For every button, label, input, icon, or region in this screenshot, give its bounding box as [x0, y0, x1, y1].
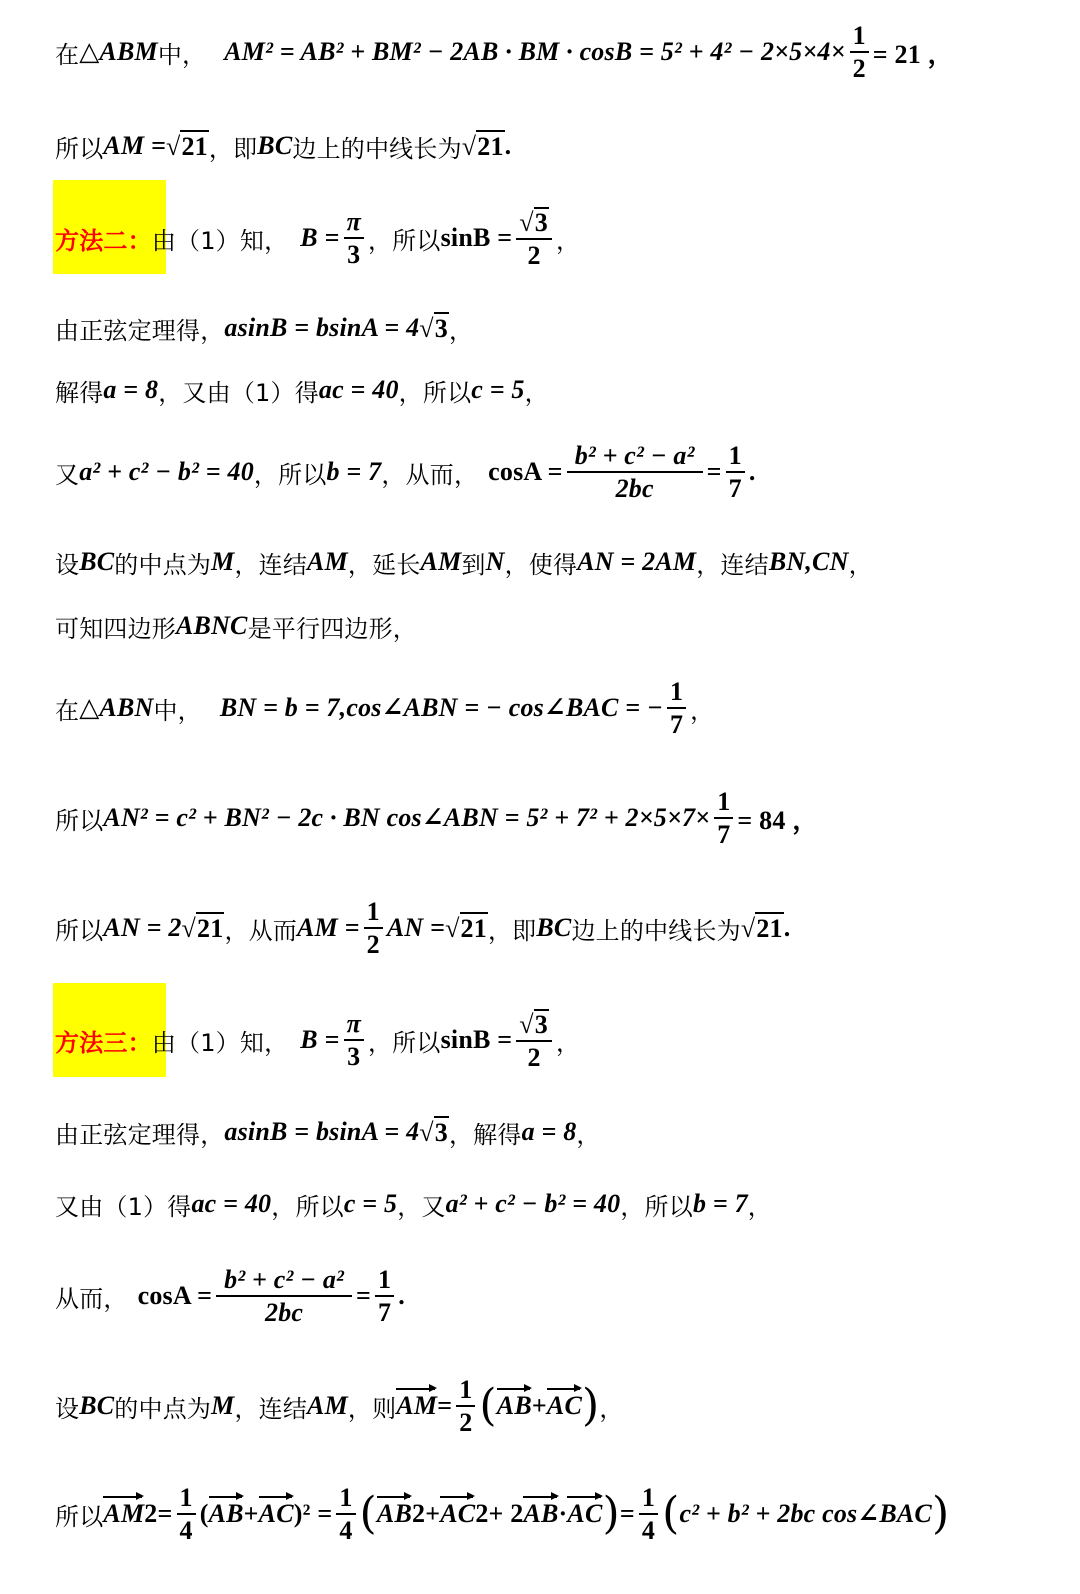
equation: b = 7: [326, 457, 382, 486]
punct: ，: [690, 696, 715, 725]
radicand: 3: [534, 1009, 548, 1039]
text: ，连结: [696, 550, 769, 579]
math: M: [211, 1391, 235, 1420]
line-am-sqrt21: [55, 116, 511, 176]
equation: cosA =: [488, 457, 563, 486]
denominator: 2: [459, 1408, 473, 1437]
text: 由正弦定理得，: [55, 316, 225, 345]
equation: AM² = AB² + BM² − 2AB · BM · cosB = 5² + 4² − 2×5×4×: [224, 37, 846, 66]
text: 中，: [153, 696, 202, 725]
line-vector-am-squared: [55, 1484, 949, 1544]
paren: ): [582, 1380, 600, 1431]
text: ，从而，: [381, 460, 479, 489]
punct: ，: [448, 316, 474, 345]
math: ABM: [99, 37, 158, 66]
vector-ac: AC: [440, 1499, 476, 1528]
text: ，连结: [234, 550, 308, 579]
punct: ，: [576, 1120, 601, 1149]
numerator: 1: [364, 898, 383, 929]
text: 中，: [157, 40, 207, 69]
punct: ，: [848, 550, 873, 579]
equation: ac = 40: [318, 375, 399, 404]
math: AM: [307, 547, 348, 576]
line-cos-a: [55, 442, 756, 502]
denominator: 7: [378, 1298, 392, 1327]
text: 所以: [55, 806, 104, 835]
equation: sinB =: [440, 1025, 513, 1054]
text: 在: [55, 696, 80, 725]
text: ，所以: [367, 226, 441, 255]
text: 可知四边形: [55, 614, 176, 643]
plus: + 2: [488, 1499, 524, 1528]
paren: (: [662, 1488, 680, 1539]
vector-ab: AB: [496, 1391, 532, 1420]
text: ，又: [397, 1192, 446, 1221]
radicand: 3: [434, 314, 448, 343]
numerator: 1: [375, 1266, 394, 1297]
text: 又: [55, 460, 80, 489]
text: ，所以: [398, 378, 472, 407]
text: 所以: [55, 916, 104, 945]
denominator: 4: [641, 1516, 656, 1545]
text: 所以: [55, 1502, 104, 1531]
text: ，延长: [347, 550, 421, 579]
text: ，解得: [448, 1120, 522, 1149]
fraction: √ 3 2: [516, 1009, 552, 1072]
fraction: [177, 1484, 196, 1545]
equation: B =: [300, 1025, 340, 1054]
text: 所以: [55, 134, 104, 163]
equation: AN = 2AM: [577, 547, 697, 576]
math: BC: [79, 1391, 115, 1420]
equals: =: [706, 457, 722, 486]
numerator: 1: [726, 442, 745, 473]
math: BN,CN: [768, 547, 849, 576]
fraction: [344, 208, 364, 269]
exponent: 2: [412, 1499, 426, 1528]
exponent: 2: [144, 1499, 158, 1528]
punct: ，: [555, 1028, 581, 1057]
numerator: 1: [456, 1376, 475, 1407]
punct: ，: [524, 378, 549, 407]
numerator: π: [344, 1010, 364, 1041]
text: ，所以: [367, 1028, 441, 1057]
denominator: 4: [339, 1516, 353, 1545]
text: 由（1）知，: [151, 1028, 289, 1057]
denominator: 7: [669, 710, 684, 739]
text: ，所以: [271, 1192, 344, 1221]
exponent: 2: [475, 1499, 489, 1528]
line-sine-law: [55, 298, 473, 358]
denominator: 7: [728, 474, 742, 503]
fraction: √ 3 2: [516, 207, 552, 270]
fraction: [216, 1266, 352, 1327]
vector-ac: AC: [546, 1391, 582, 1420]
radicand: 3: [434, 1118, 448, 1147]
radicand: 21: [460, 914, 487, 943]
radicand: 21: [756, 914, 783, 943]
denominator: 2: [852, 54, 866, 83]
math: ABN: [99, 693, 154, 722]
equals: =: [619, 1499, 635, 1528]
denominator: 3: [347, 240, 361, 269]
punct: .: [748, 457, 756, 486]
equation: asinB = bsinA = 4: [224, 1117, 420, 1146]
equation: B =: [300, 223, 340, 252]
fraction: [344, 1010, 364, 1071]
vector-ac: AC: [258, 1499, 294, 1528]
equals: =: [157, 1499, 173, 1528]
text: 由正弦定理得，: [55, 1120, 225, 1149]
equation: )² =: [293, 1499, 333, 1528]
numerator: 1: [667, 678, 686, 709]
fraction: [850, 22, 869, 83]
text: 是平行四边形，: [247, 614, 418, 643]
fraction: [714, 788, 733, 849]
equals: =: [437, 1391, 453, 1420]
fraction: [726, 442, 745, 503]
equation: BN = b = 7,cos∠ABN = − cos∠BAC = −: [219, 693, 663, 722]
sqrt: √ 21: [740, 914, 783, 943]
sqrt: √ 3: [419, 1118, 448, 1147]
math: BC: [257, 131, 293, 160]
text: ，即: [487, 916, 537, 945]
line-solve-a: [55, 360, 549, 420]
equation: asinB = bsinA = 4: [224, 313, 420, 342]
math: BC: [536, 913, 572, 942]
denominator: 2bc: [265, 1298, 304, 1327]
text: ，则: [347, 1394, 397, 1423]
line-method-three: [55, 1010, 580, 1070]
text: 由（1）知，: [151, 226, 289, 255]
radicand: 21: [181, 132, 208, 161]
text: 设: [55, 1394, 80, 1423]
text: ，所以: [253, 460, 327, 489]
line-method-two: [55, 208, 580, 268]
text: ，即: [208, 134, 258, 163]
sqrt: √ 21: [461, 132, 504, 161]
vector-am: AM: [103, 1499, 145, 1528]
equation: AN² = c² + BN² − 2c · BN cos∠ABN = 5² + 7² + 2×5×7×: [103, 803, 711, 832]
sqrt: √ 21: [445, 914, 487, 943]
equation: a² + c² − b² = 40: [445, 1189, 621, 1218]
equation: = 84 ，: [737, 805, 819, 835]
equation: = 21 ，: [872, 39, 954, 69]
math: N: [485, 547, 505, 576]
punct: .: [504, 131, 512, 160]
line-vector-am: [55, 1376, 624, 1436]
vector-ab: AB: [523, 1499, 559, 1528]
triangle-symbol: △: [79, 693, 100, 722]
equation: sinB =: [440, 223, 513, 252]
vector-am: AM: [396, 1391, 438, 1420]
fraction: [336, 1484, 355, 1545]
line-midpoint-extend: [55, 532, 873, 592]
line-sine-law-3: [55, 1102, 601, 1162]
vector-ac: AC: [567, 1499, 603, 1528]
equation: a = 8: [521, 1117, 577, 1146]
text: 在: [55, 40, 80, 69]
vector-ab: AB: [376, 1499, 413, 1528]
paren: (: [479, 1380, 497, 1431]
equation: AM =: [297, 913, 360, 942]
math: ABNC: [176, 611, 248, 640]
math: AM: [307, 1391, 348, 1420]
equation: c = 5: [343, 1189, 398, 1218]
plus: +: [425, 1499, 441, 1528]
line-cos-a-3: [55, 1266, 405, 1326]
math: AM: [420, 547, 462, 576]
fraction: [456, 1376, 475, 1437]
numerator: π: [344, 208, 364, 239]
sqrt: √ 21: [165, 132, 208, 161]
text: ，使得: [504, 550, 578, 579]
paren: (: [199, 1499, 209, 1528]
numerator: b² + c² − a²: [216, 1266, 352, 1297]
equation: a = 8: [103, 375, 159, 404]
text: 解得: [55, 378, 104, 407]
denominator: 7: [717, 820, 731, 849]
triangle-symbol: △: [79, 37, 100, 66]
punct: ，: [599, 1394, 624, 1423]
numerator: 1: [336, 1484, 355, 1515]
fraction: [364, 898, 383, 959]
math: BC: [79, 547, 115, 576]
line-triangle-abm: [55, 22, 954, 82]
sqrt: √ 3: [419, 314, 448, 343]
dot: ·: [558, 1499, 568, 1528]
text: 边上的中线长为: [571, 916, 741, 945]
text: 的中点为: [114, 1394, 212, 1423]
line-an-squared: [55, 788, 818, 848]
plus: +: [531, 1391, 547, 1420]
method-two-label: 方法二：: [55, 226, 152, 255]
text: 又由（1）得: [55, 1192, 192, 1221]
text: ，从而: [224, 916, 298, 945]
denominator: 3: [347, 1042, 361, 1071]
method-three-label: 方法三：: [55, 1028, 152, 1057]
sqrt: √ 21: [181, 914, 224, 943]
fraction: [639, 1484, 658, 1545]
text: 到: [461, 550, 486, 579]
fraction: [667, 678, 686, 739]
equation: cosA =: [137, 1281, 213, 1310]
text: 从而，: [55, 1284, 128, 1313]
paren: ): [602, 1488, 620, 1539]
math: M: [211, 547, 235, 576]
denominator: 2: [366, 930, 380, 959]
denominator: 4: [179, 1516, 193, 1545]
radicand: 3: [534, 207, 548, 237]
radicand: 21: [197, 914, 224, 943]
punct: .: [783, 913, 791, 942]
vector-ab: AB: [208, 1499, 244, 1528]
numerator: 1: [639, 1484, 658, 1515]
line-solve-bc: [55, 1174, 772, 1234]
equation: b = 7: [692, 1189, 748, 1218]
text: ，所以: [620, 1192, 693, 1221]
equation: c² + b² + 2bc cos∠BAC: [679, 1499, 932, 1528]
equation: AN = 2: [103, 913, 182, 942]
punct: .: [398, 1281, 405, 1310]
text: 边上的中线长为: [292, 134, 462, 163]
equation: a² + c² − b² = 40: [79, 457, 254, 486]
punct: ，: [555, 226, 581, 255]
numerator: 1: [177, 1484, 196, 1515]
equation: ac = 40: [191, 1189, 272, 1218]
denominator: 2: [527, 1043, 541, 1072]
text: 的中点为: [114, 550, 212, 579]
line-triangle-abn: [55, 678, 714, 738]
numerator: 1: [714, 788, 733, 819]
plus: +: [243, 1499, 259, 1528]
paren: ): [931, 1488, 950, 1539]
denominator: 2bc: [615, 474, 654, 503]
equation: AM =: [103, 131, 166, 160]
punct: ，: [747, 1192, 772, 1221]
equals: =: [356, 1281, 372, 1310]
radicand: 21: [477, 132, 504, 161]
text: ，又由（1）得: [158, 378, 319, 407]
numerator: b² + c² − a²: [567, 442, 703, 473]
paren: (: [359, 1488, 377, 1539]
fraction: [567, 442, 703, 503]
denominator: 2: [527, 241, 541, 270]
equation: AN =: [386, 913, 446, 942]
fraction: [375, 1266, 394, 1327]
text: ，连结: [234, 1394, 308, 1423]
line-an-result: [55, 898, 790, 958]
line-parallelogram: [55, 596, 417, 656]
numerator: 1: [850, 22, 869, 53]
text: 设: [55, 550, 80, 579]
equation: c = 5: [471, 375, 525, 404]
